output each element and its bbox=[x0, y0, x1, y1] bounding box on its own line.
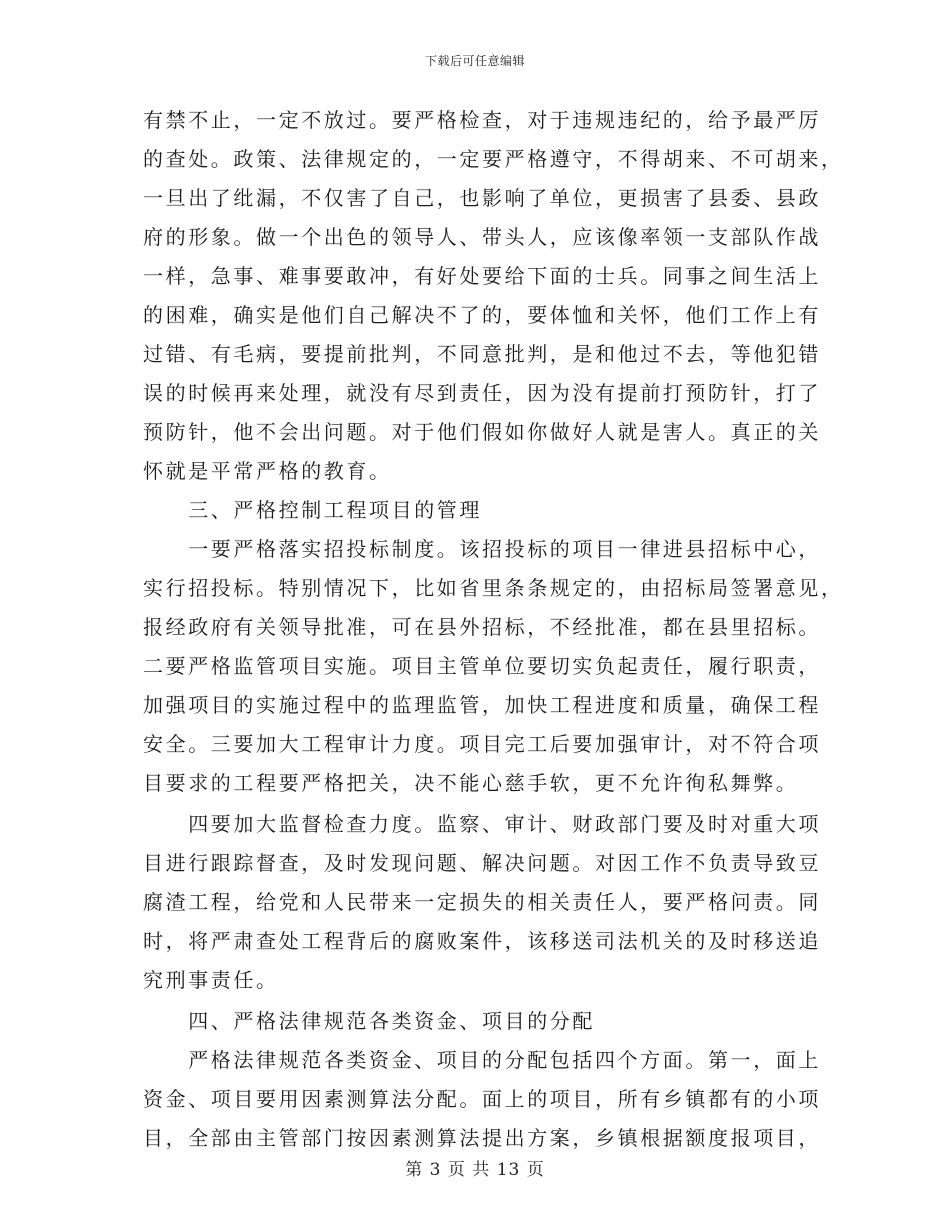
text-line: 二要严格监管项目实施。项目主管单位要切实负起责任，履行职责， bbox=[143, 654, 821, 678]
text-line: 时，将严肃查处工程背后的腐败案件，该移送司法机关的及时移送追 bbox=[143, 929, 821, 953]
text-line: 目要求的工程要严格把关，决不能心慈手软，更不允许徇私舞弊。 bbox=[143, 771, 799, 795]
footer-middle: 页 共 bbox=[447, 1160, 491, 1180]
text-line: 究刑事责任。 bbox=[143, 968, 279, 992]
text-line: 过错、有毛病，要提前批判，不同意批判，是和他过不去，等他犯错 bbox=[143, 342, 821, 366]
text-line: 一旦出了纰漏，不仅害了自己，也影响了单位，更损害了县委、县政 bbox=[143, 186, 821, 210]
footer-suffix: 页 bbox=[526, 1160, 545, 1180]
text-line: 有禁不止，一定不放过。要严格检查，对于违规违纪的，给予最严厉 bbox=[143, 108, 821, 132]
text-line: 腐渣工程，给党和人民带来一定损失的相关责任人，要严格问责。同 bbox=[143, 890, 821, 914]
text-line: 四要加大监督检查力度。监察、审计、财政部门要及时对重大项 bbox=[143, 812, 821, 836]
text-line: 资金、项目要用因素测算法分配。面上的项目，所有乡镇都有的小项 bbox=[143, 1087, 821, 1111]
current-page-number: 3 bbox=[429, 1160, 442, 1180]
text-line: 目，全部由主管部门按因素测算法提出方案，乡镇根据额度报项目， bbox=[143, 1126, 821, 1150]
document-body bbox=[143, 101, 844, 1158]
text-line: 怀就是平常严格的教育。 bbox=[143, 459, 392, 483]
section-heading: 四、严格法律规范各类资金、项目的分配 bbox=[143, 1009, 595, 1033]
text-line: 报经政府有关领导批准，可在县外招标，不经批准，都在县里招标。 bbox=[143, 615, 821, 639]
page-footer bbox=[0, 1155, 950, 1180]
text-line: 安全。三要加大工程审计力度。项目完工后要加强审计，对不符合项 bbox=[143, 732, 821, 756]
text-line: 府的形象。做一个出色的领导人、带头人，应该像率领一支部队作战 bbox=[143, 225, 821, 249]
text-line: 误的时候再来处理，就没有尽到责任，因为没有提前打预防针，打了 bbox=[143, 381, 821, 405]
text-line: 严格法律规范各类资金、项目的分配包括四个方面。第一，面上 bbox=[143, 1048, 821, 1072]
text-line: 的查处。政策、法律规定的，一定要严格遵守，不得胡来、不可胡来， bbox=[143, 147, 844, 171]
text-line: 的困难，确实是他们自己解决不了的，要体恤和关怀，他们工作上有 bbox=[143, 303, 821, 327]
footer-prefix: 第 bbox=[405, 1160, 424, 1180]
total-pages-number: 13 bbox=[496, 1160, 521, 1180]
section-heading: 三、严格控制工程项目的管理 bbox=[143, 498, 482, 522]
page-header: 下载后可任意编辑 bbox=[424, 54, 525, 68]
text-line: 一样，急事、难事要敢冲，有好处要给下面的士兵。同事之间生活上 bbox=[143, 264, 821, 288]
text-line: 预防针，他不会出问题。对于他们假如你做好人就是害人。真正的关 bbox=[143, 420, 821, 444]
text-line: 加强项目的实施过程中的监理监管，加快工程进度和质量，确保工程 bbox=[143, 693, 821, 717]
text-line: 一要严格落实招投标制度。该招投标的项目一律进县招标中心， bbox=[143, 537, 821, 561]
text-line: 目进行跟踪督查，及时发现问题、解决问题。对因工作不负责导致豆 bbox=[143, 851, 821, 875]
text-line: 实行招投标。特别情况下，比如省里条条规定的，由招标局签署意见， bbox=[143, 576, 844, 600]
